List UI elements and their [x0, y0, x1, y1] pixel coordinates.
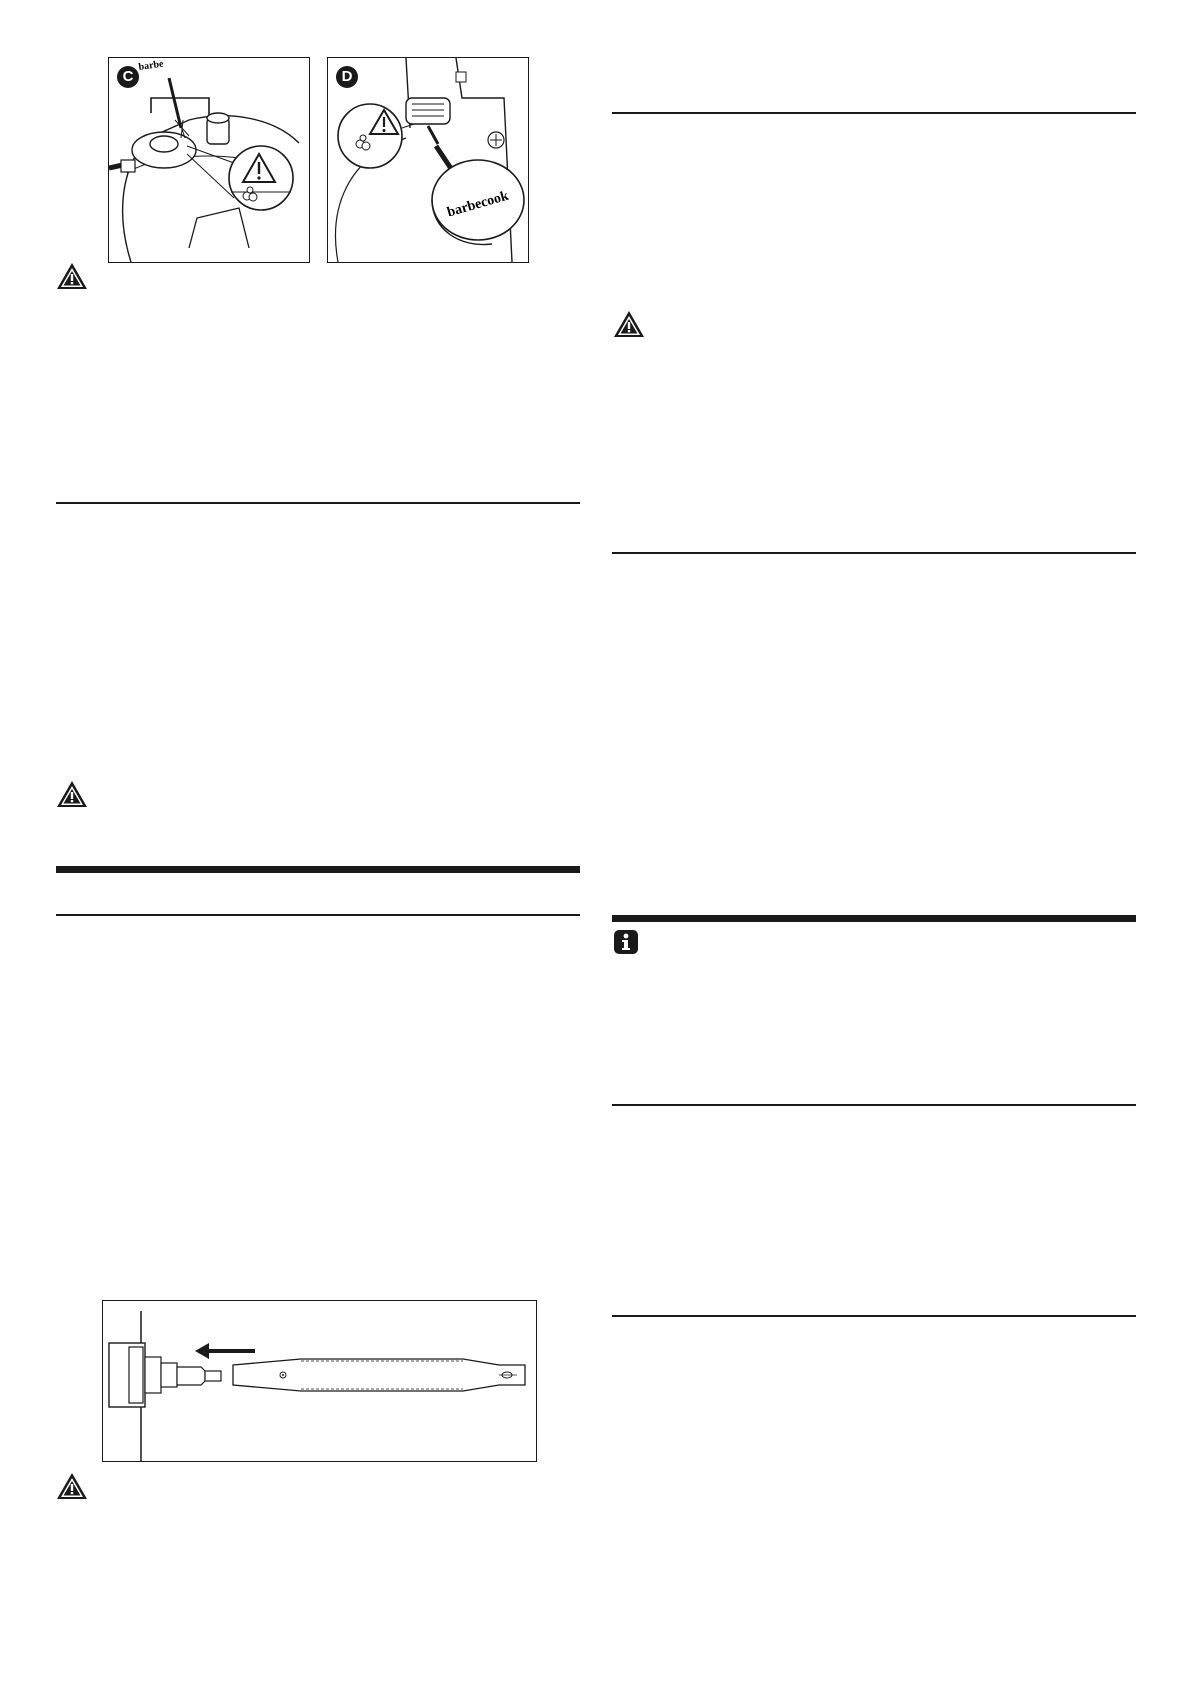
warning-triangle-icon [56, 262, 88, 290]
chapter-divider-thick [56, 866, 580, 873]
section-divider [56, 502, 580, 504]
info-icon [613, 929, 639, 955]
chapter-divider-thick [612, 915, 1136, 922]
burner-tube-figure [102, 1300, 537, 1462]
warning-triangle-icon [56, 780, 88, 808]
warning-triangle-icon [56, 1472, 88, 1500]
section-divider [612, 1104, 1136, 1106]
burner-tube-drawing [103, 1301, 536, 1461]
figure-d-drawing [328, 58, 528, 262]
figure-d-brand: barbecook [445, 188, 511, 221]
figure-d-badge-label: D [341, 68, 353, 85]
section-divider [612, 552, 1136, 554]
section-divider [612, 112, 1136, 114]
figure-c-drawing [109, 58, 309, 262]
section-divider [56, 914, 580, 916]
section-divider [612, 1315, 1136, 1317]
figure-d [327, 57, 529, 263]
figure-c-badge [117, 66, 139, 88]
figure-c [108, 57, 310, 263]
figure-d-badge [336, 66, 358, 88]
warning-triangle-icon [613, 310, 645, 338]
figure-c-badge-label: C [122, 68, 134, 85]
figure-c-brand: barbe [137, 58, 165, 73]
